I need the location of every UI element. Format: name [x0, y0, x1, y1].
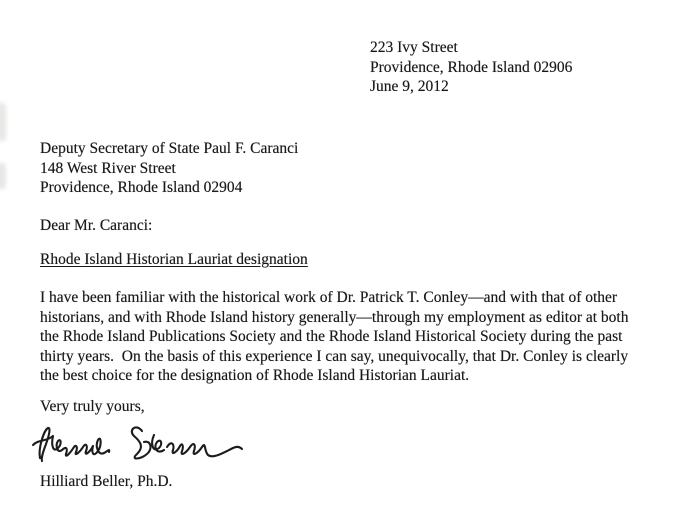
signature-ink — [30, 418, 245, 470]
text-line: Deputy Secretary of State Paul F. Caranci — [40, 140, 299, 157]
scan-smudge — [0, 163, 6, 189]
text-line: the Rhode Island Publications Society and the Rhode Island Historical Society during the past — [40, 328, 623, 345]
salutation: Dear Mr. Caranci: — [40, 217, 153, 234]
text-line: 148 West River Street — [40, 159, 176, 177]
handwritten-signature — [30, 418, 245, 470]
text-line: the best choice for the designation of Rhode Island Historian Lauriat. — [40, 367, 470, 384]
signer-name: Hilliard Beller, Ph.D. — [40, 473, 173, 490]
text-line: Providence, Rhode Island 02906 — [370, 58, 573, 76]
closing-phrase: Very truly yours, — [40, 398, 145, 415]
recipient-address-block — [40, 139, 298, 198]
text-line: June 9, 2012 — [370, 78, 449, 95]
text-line: 223 Ivy Street — [370, 39, 458, 56]
subject-line: Rhode Island Historian Lauriat designation — [40, 251, 308, 268]
sender-address-block — [370, 38, 572, 97]
text-line: I have been familiar with the historical work of Dr. Patrick T. Conley—and with that of other — [40, 289, 618, 306]
text-line: thirty years. On the basis of this experience I can say, unequivocally, that Dr. Conley is clearly — [40, 347, 629, 365]
text-line: Providence, Rhode Island 02904 — [40, 179, 243, 196]
scan-smudge — [0, 103, 6, 141]
body-paragraph — [40, 288, 665, 386]
text-line: historians, and with Rhode Island history generally—through my employment as editor at both — [40, 308, 629, 326]
